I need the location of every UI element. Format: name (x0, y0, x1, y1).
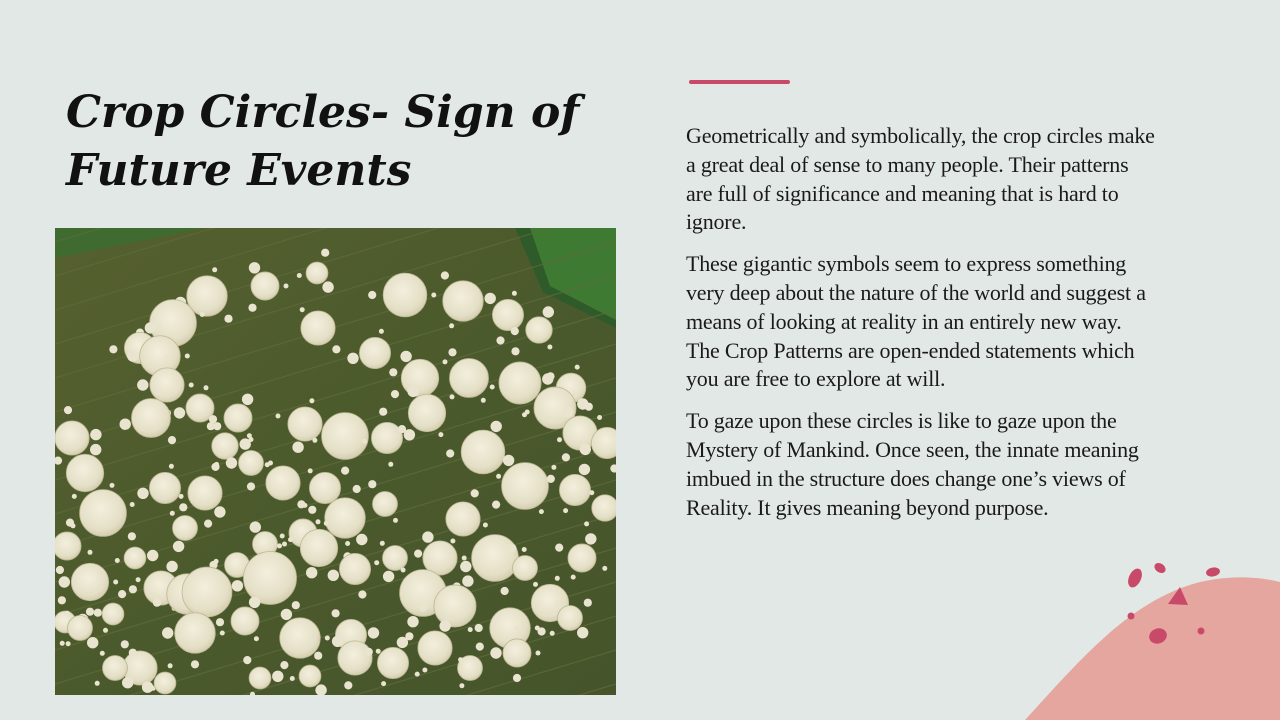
crop-circle (55, 532, 81, 560)
crop-circle-small (368, 480, 376, 488)
crop-circle-small (383, 571, 394, 582)
crop-circle-small (137, 379, 148, 390)
crop-circle-photo (55, 228, 616, 695)
crop-circle-small (280, 661, 288, 669)
crop-circle-small (356, 534, 367, 545)
paragraph-2: These gigantic symbols seem to express something very deep about the nature of the world and suggest a means of looking at reality in an entirely new way. The Crop Patterns are open-ended statements which you are free to explore at will. (686, 251, 1146, 392)
crop-circle-small (207, 422, 215, 430)
crop-circle (373, 492, 398, 517)
crop-circle-small (422, 668, 427, 673)
crop-circle (526, 317, 553, 344)
crop-circle-small (439, 620, 450, 631)
crop-circle (434, 585, 476, 627)
crop-circle-small (308, 468, 313, 473)
crop-circle (383, 273, 427, 317)
crop-circle (359, 337, 390, 368)
crop-circle-small (536, 651, 541, 656)
crop-circle-small (547, 345, 552, 350)
crop-circle-small (393, 518, 398, 523)
crop-circle-small (414, 550, 422, 558)
crop-circle-small (321, 249, 329, 257)
crop-circle-small (398, 425, 406, 433)
crop-circle (301, 311, 335, 345)
crop-circle (132, 399, 171, 438)
crop-circle-small (533, 582, 538, 587)
crop-circle-small (216, 618, 224, 626)
crop-circle-small (284, 284, 289, 289)
crop-circle-small (579, 464, 590, 475)
crop-circle-small (158, 322, 163, 327)
crop-circle-small (58, 596, 66, 604)
crop-circle-small (379, 329, 384, 334)
crop-circle-small (381, 681, 386, 686)
crop-circle-small (153, 599, 161, 607)
body-text (686, 122, 1156, 535)
crop-circle-small (535, 626, 540, 631)
crop-circle (103, 656, 128, 681)
crop-circle-small (168, 663, 173, 668)
crop-circle-small (475, 624, 483, 632)
crop-circle (559, 474, 590, 505)
crop-circle-small (168, 436, 176, 444)
crop-circle (239, 451, 264, 476)
crop-circle-small (347, 353, 358, 364)
crop-circle-small (422, 531, 433, 542)
paragraph-1: Geometrically and symbolically, the crop circles make a great deal of sense to many people. Their patterns are full of significance and meaning that is hard to ignore. (686, 123, 1155, 235)
crop-circle-small (584, 521, 589, 526)
crop-circle (499, 362, 541, 404)
crop-circle-small (86, 608, 94, 616)
crop-circle-small (525, 410, 530, 415)
crop-circle-small (379, 408, 387, 416)
crop-circle-small (288, 537, 293, 542)
crop-circle-small (557, 437, 562, 442)
crop-circle-small (324, 521, 329, 526)
crop-circle-small (459, 683, 464, 688)
crop-circle (231, 607, 259, 635)
crop-circle (266, 466, 300, 500)
crop-circle-small (368, 291, 376, 299)
crop-circle-small (281, 609, 292, 620)
crop-circle (472, 535, 519, 582)
crop-circle-small (448, 348, 456, 356)
crop-circle-small (512, 291, 517, 296)
crop-circle-small (446, 449, 454, 457)
crop-circle-small (71, 523, 76, 528)
crop-circle-small (431, 293, 436, 298)
crop-circle-small (580, 444, 591, 455)
crop-circle (592, 495, 616, 522)
crop-circle-small (380, 541, 385, 546)
crop-circle-small (555, 544, 563, 552)
crop-circle-small (166, 561, 177, 572)
crop-circle-small (492, 501, 500, 509)
crop-circle-small (496, 336, 504, 344)
crop-circle-small (575, 365, 580, 370)
crop-circle-small (94, 609, 102, 617)
crop-circle-small (280, 534, 285, 539)
crop-circle-small (90, 429, 101, 440)
crop-circle (71, 563, 108, 600)
crop-circle-small (121, 640, 129, 648)
crop-circle-small (302, 503, 307, 508)
crop-circle-small (282, 542, 287, 547)
crop-circle-small (571, 575, 576, 580)
crop-circle-small (322, 281, 333, 292)
crop-circle-small (248, 304, 256, 312)
crop-circle-small (312, 438, 317, 443)
crop-circle-small (137, 488, 148, 499)
crop-circle-small (584, 599, 592, 607)
crop-circle-small (220, 631, 225, 636)
crop-circle-small (276, 414, 281, 419)
crop-circle-image (55, 228, 616, 695)
crop-circle-small (555, 576, 560, 581)
crop-circle-small (332, 609, 340, 617)
crop-circle-small (243, 656, 251, 664)
crop-circle-small (388, 462, 393, 467)
crop-circle-small (468, 627, 473, 632)
crop-circle-small (460, 561, 471, 572)
crop-circle-small (209, 415, 217, 423)
crop-circle-small (368, 627, 379, 638)
crop-circle-small (128, 532, 136, 540)
crop-circle-small (277, 543, 282, 548)
crop-circle-small (577, 398, 588, 409)
crop-circle-small (555, 601, 560, 606)
crop-circle (251, 272, 279, 300)
crop-circle-small (95, 681, 100, 686)
crop-circle-small (405, 632, 413, 640)
crop-circle-small (169, 464, 174, 469)
crop-circle-small (214, 559, 219, 564)
crop-circle (371, 422, 402, 453)
crop-circle-small (64, 406, 72, 414)
crop-circle-small (56, 566, 64, 574)
crop-circle (80, 490, 127, 537)
crop-circle-small (513, 674, 521, 682)
crop-circle-small (314, 652, 322, 660)
crop-circle-small (362, 439, 367, 444)
crop-circle-small (122, 677, 133, 688)
crop-circle (322, 413, 369, 460)
crop-circle-small (118, 590, 126, 598)
crop-circle (339, 553, 370, 584)
decorative-corner (1010, 550, 1280, 720)
crop-circle-small (214, 506, 225, 517)
crop-circle (513, 556, 538, 581)
crop-circle-small (90, 444, 101, 455)
crop-circle-small (224, 315, 232, 323)
crop-circle-small (250, 521, 261, 532)
crop-circle-small (332, 636, 343, 647)
crop-circle-small (546, 372, 554, 380)
crop-circle-small (127, 350, 138, 361)
accent-line (689, 80, 790, 84)
crop-circle-small (522, 547, 527, 552)
confetti-6 (1128, 613, 1135, 620)
crop-circle-small (147, 550, 158, 561)
crop-circle (461, 430, 505, 474)
decorative-blob (1025, 577, 1280, 720)
crop-circle (446, 502, 480, 536)
slide-title: Crop Circles- Sign of Future Events (66, 87, 580, 196)
crop-circle (450, 359, 489, 398)
crop-circle-small (391, 390, 399, 398)
crop-circle-small (515, 626, 520, 631)
crop-circle-small (191, 660, 199, 668)
crop-circle (68, 616, 93, 641)
crop-circle (377, 647, 408, 678)
crop-circle-small (88, 550, 93, 555)
crop-circle (150, 368, 184, 402)
crop-circle-small (602, 566, 607, 571)
crop-circle-small (129, 649, 137, 657)
crop-circle-small (551, 465, 556, 470)
crop-circle-small (485, 293, 496, 304)
crop-circle-small (441, 271, 449, 279)
crop-circle-small (173, 541, 184, 552)
crop-circle-small (60, 641, 65, 646)
crop-circle-small (325, 636, 330, 641)
crop-circle-small (389, 368, 397, 376)
crop-circle-small (589, 490, 594, 495)
crop-circle (503, 639, 531, 667)
paragraph-3: To gaze upon these circles is like to gaze upon the Mystery of Mankind. Once seen, the innate meaning imbued in the structure does change one’s views of Reality. It gives meaning beyond purpose. (686, 408, 1139, 520)
crop-circle-small (165, 354, 170, 359)
crop-circle (249, 667, 271, 689)
crop-circle-small (193, 599, 198, 604)
crop-circle-small (344, 681, 352, 689)
crop-circle (309, 472, 340, 503)
crop-circle (502, 463, 549, 510)
crop-circle (558, 606, 583, 631)
crop-circle-small (204, 385, 209, 390)
crop-circle-small (179, 503, 187, 511)
crop-circle-small (401, 568, 406, 573)
crop-circle (173, 516, 198, 541)
crop-circle-small (170, 511, 175, 516)
crop-circle (338, 641, 372, 675)
crop-circle-small (129, 585, 137, 593)
crop-circle-small (189, 383, 194, 388)
crop-circle-small (503, 455, 514, 466)
crop-circle-small (120, 419, 131, 430)
crop-circle-small (242, 394, 253, 405)
crop-circle-small (407, 386, 418, 397)
crop-circle-small (483, 523, 488, 528)
crop-circle-small (400, 351, 411, 362)
crop-circle-small (458, 657, 463, 662)
crop-circle-small (332, 345, 340, 353)
crop-circle-small (87, 637, 98, 648)
crop-circle-small (306, 567, 317, 578)
crop-circle (66, 454, 103, 491)
crop-circle-small (297, 273, 302, 278)
crop-circle-small (501, 587, 509, 595)
crop-circle-small (290, 676, 295, 681)
crop-circle-small (115, 558, 120, 563)
crop-circle-small (419, 603, 427, 611)
crop-circle-small (577, 627, 588, 638)
crop-circle (443, 281, 484, 322)
crop-circle-small (415, 672, 420, 677)
crop-circle (492, 299, 523, 330)
crop-circle-small (226, 457, 237, 468)
confetti-7 (1198, 628, 1205, 635)
crop-circle (280, 618, 321, 659)
crop-circle (383, 546, 408, 571)
crop-circle (124, 547, 146, 569)
crop-circle-small (265, 462, 270, 467)
crop-circle (325, 498, 366, 539)
crop-circle (188, 476, 222, 510)
crop-circle-small (562, 453, 570, 461)
crop-circle (568, 544, 596, 572)
crop-circle-small (113, 580, 118, 585)
crop-circle-small (543, 306, 554, 317)
crop-circle-small (136, 577, 141, 582)
crop-circle (306, 262, 328, 284)
crop-circle-small (212, 267, 217, 272)
crop-circle-small (345, 541, 350, 546)
crop-circle (149, 472, 180, 503)
crop-circle-small (462, 575, 473, 586)
crop-circle-small (72, 494, 77, 499)
crop-circle-small (449, 323, 454, 328)
crop-circle-small (65, 611, 70, 616)
crop-circle (401, 359, 438, 396)
crop-circle-small (204, 520, 212, 528)
crop-circle-small (511, 327, 519, 335)
crop-circle-small (249, 437, 254, 442)
crop-circle (243, 551, 296, 604)
crop-circle-small (103, 628, 108, 633)
crop-circle-small (563, 508, 568, 513)
crop-circle-small (539, 509, 544, 514)
crop-circle-small (156, 390, 161, 395)
crop-circle (299, 665, 321, 687)
crop-circle-small (110, 483, 115, 488)
crop-circle-small (450, 394, 455, 399)
crop-circle-small (100, 651, 105, 656)
crop-circle-small (254, 636, 259, 641)
crop-circle-small (328, 570, 339, 581)
crop-circle-small (130, 502, 135, 507)
crop-circle-small (145, 322, 156, 333)
crop-circle-small (550, 631, 555, 636)
confetti-2 (1153, 561, 1168, 575)
crop-circle-small (496, 474, 501, 479)
confetti-1 (1125, 566, 1144, 589)
crop-circle-small (162, 627, 173, 638)
crop-circle (154, 672, 176, 694)
crop-circle-small (142, 682, 153, 693)
crop-circle (55, 421, 89, 455)
crop-circle-small (249, 262, 260, 273)
crop-circle (102, 603, 124, 625)
crop-circle (182, 567, 232, 617)
crop-circle-small (443, 359, 448, 364)
crop-circle-small (547, 475, 555, 483)
crop-circle-small (476, 643, 484, 651)
crop-circle-small (272, 671, 283, 682)
crop-circle (288, 407, 322, 441)
crop-circle-small (232, 580, 243, 591)
crop-circle-small (490, 385, 495, 390)
crop-circle-small (508, 544, 516, 552)
crop-circle-small (481, 398, 486, 403)
crop-circle (224, 404, 252, 432)
crop-circle-small (407, 616, 418, 627)
crop-circle-small (200, 312, 205, 317)
crop-circle-small (185, 354, 190, 359)
crop-circle-small (249, 597, 260, 608)
crop-circle-small (585, 533, 596, 544)
crop-circle-small (247, 482, 255, 490)
crop-circle-small (341, 467, 349, 475)
confetti-3 (1205, 566, 1220, 577)
crop-circle-small (450, 539, 455, 544)
crop-circle-small (376, 649, 381, 654)
crop-circle-small (211, 463, 219, 471)
crop-circle-small (59, 576, 70, 587)
crop-circle-small (438, 432, 443, 437)
crop-circle-small (471, 489, 479, 497)
crop-circle-small (309, 398, 314, 403)
crop-circle (175, 613, 216, 654)
crop-circle-small (292, 601, 300, 609)
crop-circle (300, 529, 337, 566)
crop-circle-small (562, 406, 573, 417)
crop-circle-small (308, 506, 316, 514)
crop-circle-small (353, 485, 361, 493)
crop-circle-small (109, 345, 117, 353)
crop-circle-small (511, 347, 519, 355)
crop-circle-small (490, 647, 501, 658)
crop-circle-small (66, 641, 71, 646)
crop-circle-small (174, 407, 185, 418)
crop-circle-small (374, 560, 379, 565)
crop-circle-small (358, 590, 366, 598)
crop-circle-small (462, 556, 467, 561)
crop-circle-small (365, 648, 373, 656)
crop-circle (408, 394, 445, 431)
crop-circle-small (292, 442, 303, 453)
crop-circle-small (491, 421, 502, 432)
crop-circle-small (597, 415, 602, 420)
crop-circle-small (300, 307, 305, 312)
crop-circle (212, 433, 239, 460)
crop-circle-small (316, 519, 321, 524)
crop-circle (418, 631, 452, 665)
